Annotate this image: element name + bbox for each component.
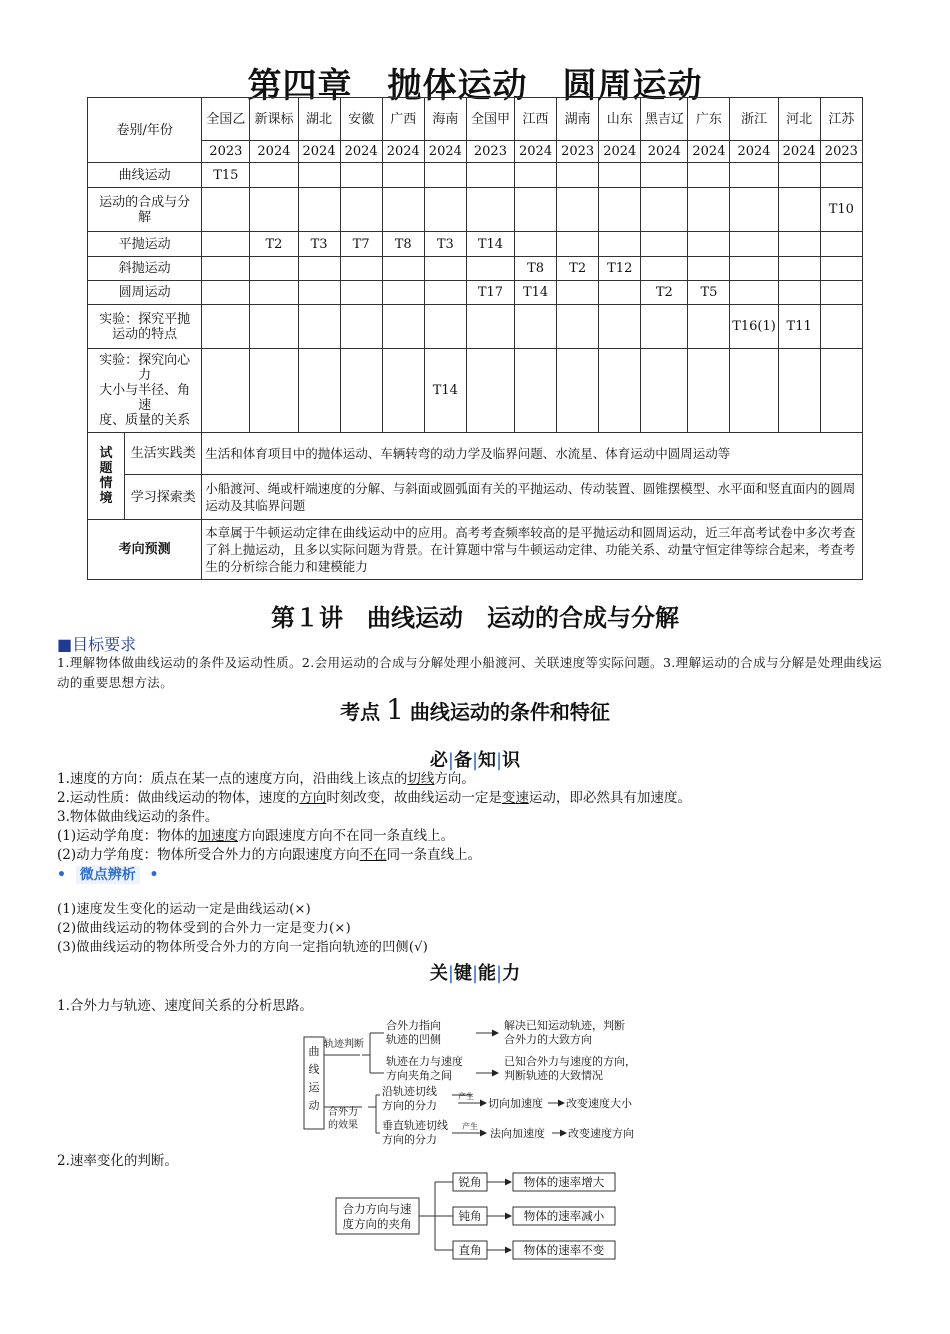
table-cell [515,281,557,305]
header-label: 卷别/年份 [116,122,173,138]
table-cell [557,305,599,349]
column-name-text: 海南 [432,111,459,127]
root-char-3: 运 [308,1081,320,1094]
table-cell [820,349,862,433]
table-cell [730,349,778,433]
column-name [599,98,641,141]
point-1: 1.合外力与轨迹、速度间关系的分析思路。 [57,998,313,1014]
table-cell [688,349,730,433]
question-ref: T5 [700,285,718,300]
table-cell [515,349,557,433]
column-year [340,141,382,163]
situation-label [88,433,125,520]
result-2-line-2: 判断轨迹的大致情况 [504,1069,603,1082]
column-year [730,141,778,163]
question-ref: T10 [828,202,854,217]
table-cell [466,188,514,232]
ability-heading: 关|键|能|力 [429,963,521,984]
judgment-1: (1)速度发生变化的运动一定是曲线运动(×) [57,902,312,917]
column-year-text: 2024 [428,144,462,159]
table-cell [730,281,778,305]
table-cell [202,281,250,305]
table-cell [599,163,641,188]
situation-label-char: 情 [99,476,113,491]
table-cell [382,163,424,188]
node-3-line-1: 沿轨迹切线 [382,1085,437,1098]
branch-effect-label-2: 的效果 [328,1120,358,1131]
table-cell [250,349,298,433]
situation-type-text: 学习探索类 [130,489,196,505]
exam-overview-table [87,97,863,580]
column-name-text: 新课标 [254,111,294,127]
obtuse-angle: 钝角 [458,1209,482,1223]
question-ref: T2 [655,285,673,300]
acute-angle: 锐角 [458,1175,482,1189]
header-label-cell [88,98,202,163]
node-4-line-2: 方向的分力 [382,1133,437,1146]
column-name-text: 河北 [786,111,813,127]
root-char-2: 线 [308,1063,320,1076]
column-year-text: 2024 [737,144,771,159]
question-ref: T16(1) [732,319,776,334]
column-year [424,141,466,163]
table-cell [298,232,340,257]
node-1-line-1: 合外力指向 [386,1019,441,1032]
table-cell [778,257,820,281]
speed-constant: 物体的速率不变 [523,1243,605,1257]
table-cell [382,188,424,232]
node-2-line-2: 方向夹角之间 [386,1069,452,1082]
table-cell [382,232,424,257]
produce-label-1: 产生 [458,1092,474,1101]
situation-label-char: 境 [99,491,113,506]
column-year [820,141,862,163]
table-cell [599,188,641,232]
table-cell [557,281,599,305]
forecast-label-text: 考向预测 [118,542,171,557]
row-label-line: 速 [138,398,152,413]
table-cell [466,349,514,433]
table-cell [820,305,862,349]
table-cell [688,281,730,305]
table-cell [820,232,862,257]
column-year-text: 2023 [824,144,858,159]
column-year [599,141,641,163]
column-year [466,141,514,163]
speed-decrease: 物体的速率减小 [523,1209,605,1223]
row-label-line: 圆周运动 [118,285,171,300]
column-year [557,141,599,163]
question-ref: T3 [436,236,454,252]
column-name [340,98,382,141]
table-row [88,281,863,305]
question-ref: T12 [607,261,633,276]
angle-root-line-2: 度方向的夹角 [342,1217,412,1231]
column-year-text: 2024 [344,144,378,159]
table-cell [820,163,862,188]
situation-row [88,433,863,475]
forecast-row [88,520,863,580]
situation-text: 小船渡河、绳或杆端速度的分解、与斜面或圆弧面有关的平抛运动、传动装置、圆锥摆模型、水平面和竖直面内的圆周运动及其临界问题 [202,475,863,520]
table-cell [778,305,820,349]
situation-text: 生活和体育项目中的抛体运动、车辆转弯的动力学及临界问题、水流星、体育运动中圆周运动等 [202,433,863,475]
table-cell [466,281,514,305]
table-cell [466,163,514,188]
table-cell [641,163,688,188]
knowledge-line-3: 3.物体做曲线运动的条件。 [57,809,219,825]
column-name [688,98,730,141]
table-cell [778,163,820,188]
table-cell [340,349,382,433]
situation-type-text: 生活实践类 [130,446,196,461]
table-cell [250,305,298,349]
table-cell [424,163,466,188]
table-cell [599,305,641,349]
table-cell [424,232,466,257]
speed-increase: 物体的速率增大 [523,1175,605,1189]
question-ref: T14 [522,285,549,300]
column-name [202,98,250,141]
column-year [382,141,424,163]
table-row [88,163,863,188]
column-name-text: 湖南 [564,111,591,127]
column-name-text: 黑吉辽 [644,111,684,127]
column-name [778,98,820,141]
column-name-text: 全国甲 [470,111,510,127]
question-ref: T15 [213,167,239,183]
node-3-line-2: 方向的分力 [382,1099,437,1112]
question-ref: T8 [527,261,545,276]
column-name [557,98,599,141]
question-ref: T7 [352,236,370,252]
table-row [88,257,863,281]
table-row [88,305,863,349]
table-cell [340,257,382,281]
column-name-text: 浙江 [741,111,768,127]
table-cell [298,163,340,188]
column-name [382,98,424,141]
table-cell [298,349,340,433]
right-angle: 直角 [458,1243,482,1257]
column-name [250,98,298,141]
question-ref: T2 [569,261,587,276]
table-cell [641,257,688,281]
produce-label-2: 产生 [462,1122,478,1131]
table-cell [778,188,820,232]
column-name-text: 广东 [695,111,722,127]
table-cell [298,257,340,281]
table-cell [466,232,514,257]
row-label-line: 运动的特点 [112,326,178,342]
table-cell [557,257,599,281]
judgment-3: (3)做曲线运动的物体所受合外力的方向一定指向轨迹的凹侧(√) [57,940,429,955]
table-cell [250,281,298,305]
table-row [88,349,863,433]
row-label-line: 曲线运动 [118,167,171,183]
knowledge-line-2: 2.运动性质：做曲线运动的物体，速度的方向时刻改变，故曲线运动一定是变速运动，即必然具有加速度。 [57,790,691,806]
column-year [515,141,557,163]
branch-effect-label-1: 合外力 [328,1107,358,1118]
column-name-text: 山东 [606,111,633,127]
row-label-line: 运动的合成与分 [99,194,191,210]
table-cell [250,188,298,232]
table-cell [250,163,298,188]
table-cell [515,188,557,232]
table-cell [641,349,688,433]
row-label [88,305,202,349]
micro-point-badge: • 微点辨析 • [57,867,159,883]
column-name-text: 全国乙 [206,111,246,127]
question-ref: T14 [477,236,504,252]
column-name-text: 安徽 [348,111,375,127]
table-cell [340,305,382,349]
force-trajectory-diagram [300,1015,660,1151]
table-cell [641,305,688,349]
question-ref: T11 [786,319,812,334]
column-name [298,98,340,141]
question-ref: T8 [394,236,412,252]
table-row [88,188,863,232]
knowledge-line-5: (2)动力学角度：物体所受合外力的方向跟速度方向不在同一条直线上。 [57,847,482,863]
table-cell [298,188,340,232]
normal-accel: 法向加速度 [490,1127,545,1140]
column-year-text: 2023 [561,144,595,159]
row-label-line: 力 [138,368,152,383]
column-year-text: 2024 [386,144,420,159]
column-year-text: 2024 [692,144,726,159]
column-year-text: 2024 [257,144,291,159]
forecast-label [88,520,202,580]
table-cell [298,305,340,349]
table-cell [557,163,599,188]
table-cell [515,163,557,188]
table-cell [515,232,557,257]
column-name [641,98,688,141]
table-cell [688,257,730,281]
table-cell [820,188,862,232]
row-label-line: 大小与半径、角 [99,383,191,398]
row-label [88,188,202,232]
table-cell [599,281,641,305]
angle-root-line-1: 合力方向与速 [342,1202,412,1216]
topic-prefix: 考点 [340,700,381,724]
table-cell [641,281,688,305]
row-label-line: 实验：探究平抛 [99,311,191,327]
table-cell [730,188,778,232]
forecast-text: 本章属于牛顿运动定律在曲线运动中的应用。高考考查频率较高的是平抛运动和圆周运动，近三年高考试卷中多次考查了斜上抛运动，且多以实际问题为背景。在计算题中常与牛顿运动定律、功能关系、动量守恒定律等综合起来，考查考生的分析综合能力和建模能力 [202,520,863,580]
column-name [466,98,514,141]
table-cell [688,163,730,188]
table-cell [382,281,424,305]
lecture-title: 第１讲 曲线运动 运动的合成与分解 [271,604,679,632]
question-ref: T14 [432,383,458,398]
column-year-text: 2024 [647,144,681,159]
table-cell [730,163,778,188]
table-cell [778,349,820,433]
table-year-row [88,141,863,163]
row-label [88,349,202,433]
table-cell [202,257,250,281]
goals-heading: ■目标要求 [57,635,137,654]
column-name [820,98,862,141]
table-cell [202,349,250,433]
column-name-text: 广西 [390,111,417,127]
root-char-4: 动 [308,1099,320,1112]
table-cell [557,232,599,257]
table-cell [557,349,599,433]
situation-label-char: 试 [99,446,113,461]
column-year-text: 2024 [302,144,336,159]
table-cell [466,257,514,281]
topic-name: 曲线运动的条件和特征 [409,700,610,724]
table-cell [641,232,688,257]
table-cell [557,188,599,232]
table-cell [599,232,641,257]
table-header-row [88,98,863,141]
table-cell [730,257,778,281]
row-label [88,257,202,281]
table-cell [515,257,557,281]
judgment-2: (2)做曲线运动的物体受到的合外力一定是变力(×) [57,921,351,936]
table-cell [424,349,466,433]
table-cell [515,305,557,349]
table-cell [688,188,730,232]
column-name [515,98,557,141]
node-2-line-1: 轨迹在力与速度 [386,1055,463,1068]
table-cell [599,349,641,433]
topic-number: 1 [386,693,404,726]
table-cell [202,305,250,349]
table-cell [424,188,466,232]
column-year [298,141,340,163]
table-cell [424,305,466,349]
table-cell [730,232,778,257]
table-cell [382,305,424,349]
question-ref: T17 [477,285,504,300]
tangential-accel: 切向加速度 [488,1097,543,1110]
result-1-line-2: 合外力的大致方向 [504,1033,592,1046]
situation-type [125,433,202,475]
table-cell [424,257,466,281]
column-year-text: 2023 [209,144,243,159]
situation-row [88,475,863,520]
table-cell [820,281,862,305]
column-name-text: 江苏 [828,111,855,127]
column-year [202,141,250,163]
node-1-line-2: 轨迹的凹侧 [386,1033,441,1046]
column-year-text: 2024 [519,144,553,159]
table-cell [250,257,298,281]
column-name [424,98,466,141]
table-cell [730,305,778,349]
table-cell [641,188,688,232]
table-cell [820,257,862,281]
table-cell [202,163,250,188]
table-cell [599,257,641,281]
row-label-line: 度、质量的关系 [99,413,191,428]
table-cell [688,232,730,257]
row-label [88,281,202,305]
table-cell [202,188,250,232]
speed-change-diagram [333,1168,623,1264]
column-year [688,141,730,163]
table-cell [466,305,514,349]
table-cell [382,257,424,281]
point-2: 2.速率变化的判断。 [57,1153,178,1169]
row-label-line: 实验：探究向心 [99,353,191,368]
change-speed-direction: 改变速度方向 [568,1127,634,1140]
knowledge-line-4: (1)运动学角度：物体的加速度方向跟速度方向不在同一条直线上。 [57,828,455,844]
question-ref: T3 [310,236,328,252]
column-year-text: 2023 [473,144,507,159]
table-cell [688,305,730,349]
column-name [730,98,778,141]
situation-label-char: 题 [99,461,113,476]
situation-type [125,475,202,520]
column-name-text: 江西 [522,111,549,127]
table-cell [250,232,298,257]
row-label [88,163,202,188]
table-cell [340,281,382,305]
column-year [250,141,298,163]
row-label [88,232,202,257]
goals-text: 1.理解物体做曲线运动的条件及运动性质。2.会用运动的合成与分解处理小船渡河、关联速度等实际问题。3.理解运动的合成与分解是处理曲线运动的重要思想方法。 [57,655,883,690]
knowledge-heading: 必|备|知|识 [429,750,521,771]
table-cell [340,232,382,257]
table-cell [382,349,424,433]
table-row [88,232,863,257]
branch-trajectory-label: 轨迹判断 [324,1039,364,1050]
change-speed-size: 改变速度大小 [566,1097,632,1110]
topic-title [0,693,950,726]
column-year [641,141,688,163]
table-cell [424,281,466,305]
chapter-title: 第四章 抛体运动 圆周运动 [247,66,703,106]
table-cell [298,281,340,305]
result-2-line-1: 已知合外力与速度的方向， [504,1055,636,1068]
column-year [778,141,820,163]
question-ref: T2 [265,236,283,252]
knowledge-line-1: 1.速度的方向：质点在某一点的速度方向，沿曲线上该点的切线方向。 [57,771,475,787]
table-cell [340,188,382,232]
column-name-text: 湖北 [306,111,333,127]
row-label-line: 平抛运动 [118,236,171,252]
table-cell [778,232,820,257]
column-year-text: 2024 [603,144,637,159]
node-4-line-1: 垂直轨迹切线 [382,1119,448,1132]
row-label-line: 斜抛运动 [118,261,171,276]
column-year-text: 2024 [782,144,816,159]
table-cell [340,163,382,188]
table-cell [778,281,820,305]
result-1-line-1: 解决已知运动轨迹，判断 [504,1019,625,1032]
table-cell [202,232,250,257]
root-char-1: 曲 [308,1045,320,1058]
row-label-line: 解 [138,209,152,225]
